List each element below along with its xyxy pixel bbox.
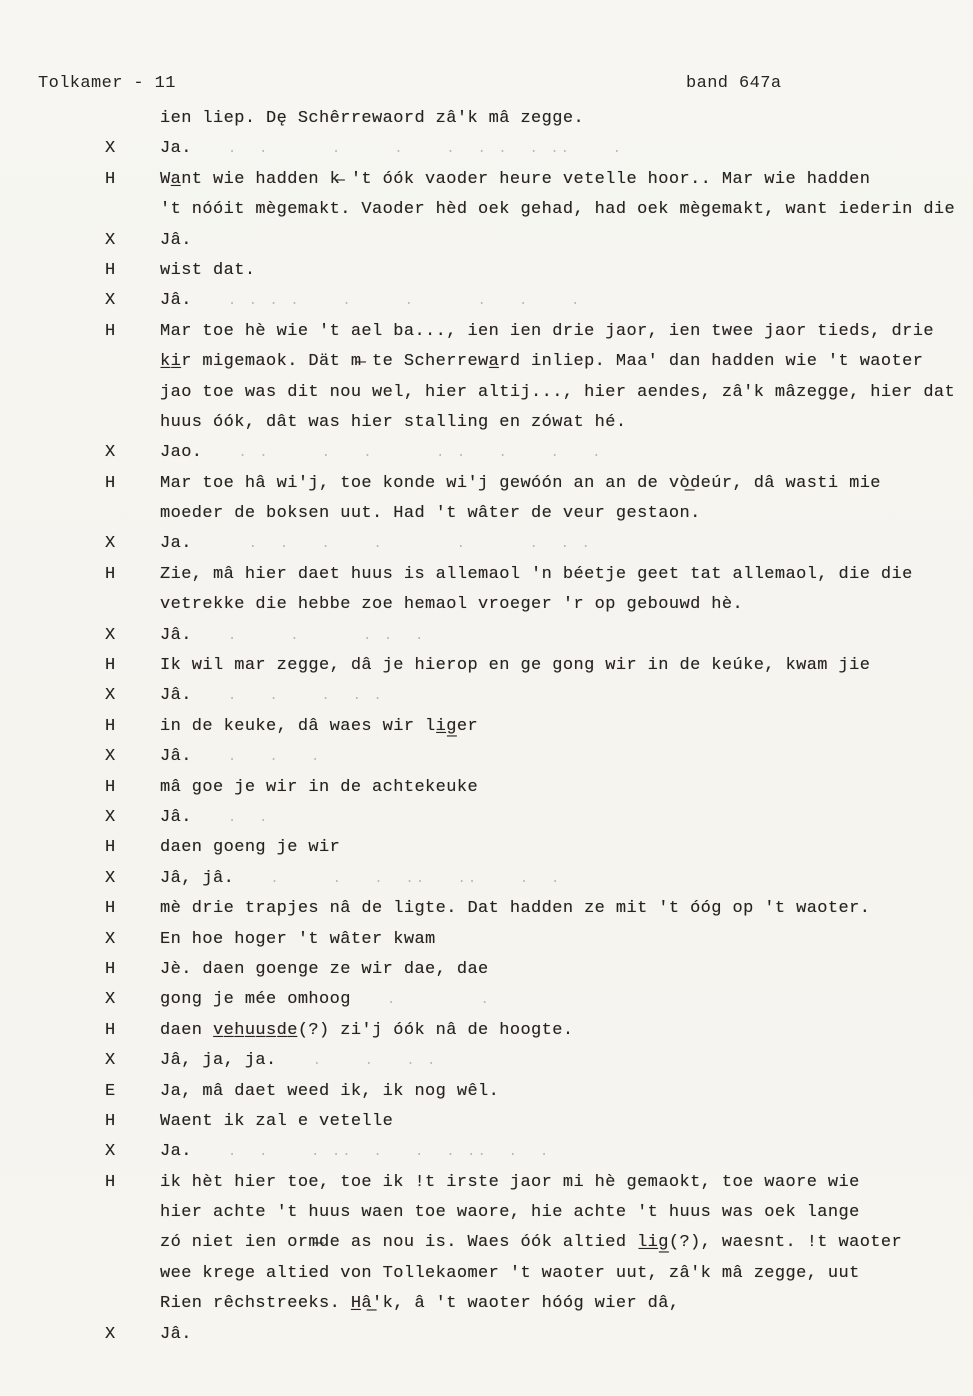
speaker-label: H [105, 1111, 116, 1131]
line-text: Jâ. [160, 807, 192, 827]
speaker-label [105, 1198, 160, 1228]
line-text: ik hèt hier toe, toe ik !t irste jaor mi hè gemaokt, toe waore wie [160, 1172, 860, 1192]
transcript-line [105, 1168, 965, 1198]
speaker-label: H [105, 716, 116, 736]
scan-noise-dots: . . [227, 809, 270, 826]
transcript-line [105, 438, 965, 468]
transcript-line [105, 712, 965, 742]
speaker-label: H [105, 169, 116, 189]
scan-noise-dots: . . . . . . . . . [227, 293, 582, 310]
line-text: vetrekke die hebbe zoe hemaol vroeger 'r op gebouwd hè. [160, 595, 744, 615]
transcript-line [105, 286, 965, 316]
line-text: hier achte 't huus waen toe waore, hie achte 't huus was oek lange [160, 1203, 860, 1223]
speaker-label: H [105, 260, 116, 280]
line-text: Jao. [160, 443, 203, 463]
line-text: Jâ. [160, 625, 192, 645]
scan-noise-dots: . . . . . . . . . [238, 445, 603, 462]
transcript-line [105, 803, 965, 833]
speaker-label: X [105, 443, 116, 463]
transcript-line [105, 195, 965, 225]
speaker-label [105, 104, 160, 134]
transcript-line [105, 1259, 965, 1289]
scan-noise-dots: . . . .. . . . .. . . [227, 1144, 551, 1161]
transcript-line [105, 560, 965, 590]
speaker-label: H [105, 1172, 116, 1192]
transcript-line [105, 955, 965, 985]
speaker-label: H [105, 473, 116, 493]
header-location-label: Tolkamer - 11 [38, 74, 176, 93]
line-text: Ja. [160, 139, 192, 159]
speaker-label: H [105, 777, 116, 797]
transcript-line [105, 256, 965, 286]
line-text: Jâ. [160, 230, 192, 250]
scan-noise-dots: . . . . . . . . [227, 536, 592, 553]
speaker-label [105, 195, 160, 225]
speaker-label: X [105, 929, 116, 949]
speaker-label: X [105, 291, 116, 311]
speaker-label: X [105, 534, 116, 554]
transcript-line [105, 894, 965, 924]
speaker-label [105, 347, 160, 377]
speaker-label: H [105, 564, 116, 584]
speaker-label [105, 590, 160, 620]
speaker-label: H [105, 838, 116, 858]
speaker-label: X [105, 990, 116, 1010]
speaker-label: H [105, 656, 116, 676]
line-text: gong je mée omhoog [160, 990, 351, 1010]
line-text: 't nóóit mègemakt. Vaoder hèd oek gehad, had oek mègemakt, want iederin die [160, 200, 956, 220]
transcript-line [105, 985, 965, 1015]
scan-noise-dots: . . . . . [227, 627, 426, 644]
line-text: jao toe was dit nou wel, hier altij..., hier aendes, zâ'k mâzegge, hier dat [160, 382, 956, 402]
line-text: Zie, mâ hier daet huus is allemaol 'n béetje geet tat allemaol, die die [160, 564, 913, 584]
line-text: Waent ik zal e vetelle [160, 1111, 394, 1131]
speaker-label: H [105, 1020, 116, 1040]
transcript-line [105, 134, 965, 164]
transcript-line [105, 1320, 965, 1350]
line-text: zó niet ien orm̶de as nou is. Waes óók altied l̲i̲g̲(?), waesnt. !t waoter [160, 1233, 903, 1253]
speaker-label: X [105, 1142, 116, 1162]
line-text: in de keuke, dâ waes wir li̲g̲er [160, 716, 479, 736]
transcript-line [105, 681, 965, 711]
speaker-label [105, 378, 160, 408]
transcript-line [105, 864, 965, 894]
scan-noise-dots: . . . . . [227, 688, 384, 705]
line-text: mè drie trapjes nâ de ligte. Dat hadden ze mit 't óóg op 't waoter. [160, 899, 871, 919]
transcript-line [105, 529, 965, 559]
line-text: Ja, mâ daet weed ik, ik nog wêl. [160, 1081, 500, 1101]
speaker-label [105, 499, 160, 529]
transcript-line [105, 378, 965, 408]
line-text: Jâ. [160, 747, 192, 767]
line-text: wee krege altied von Tollekaomer 't waoter uut, zâ'k mâ zegge, uut [160, 1263, 860, 1283]
speaker-label: X [105, 1051, 116, 1071]
line-text: Ja. [160, 1142, 192, 1162]
transcript-line [105, 317, 965, 347]
scan-noise-dots: . . . . [312, 1053, 438, 1070]
scan-noise-dots: . . . . . . . . .. . [227, 141, 624, 158]
transcript-line [105, 408, 965, 438]
header-band-label: band 647a [686, 74, 782, 93]
transcript-line [105, 226, 965, 256]
speaker-label: H [105, 899, 116, 919]
scan-noise-dots: . . [386, 992, 491, 1009]
transcript-line [105, 165, 965, 195]
line-text: Jâ, ja, ja. [160, 1051, 277, 1071]
speaker-label: X [105, 139, 116, 159]
transcript-line [105, 773, 965, 803]
speaker-label [105, 1228, 160, 1258]
transcript-line [105, 833, 965, 863]
transcript-body [105, 104, 965, 1350]
speaker-label [105, 1289, 160, 1319]
speaker-label: X [105, 686, 116, 706]
transcript-line [105, 651, 965, 681]
transcript-line [105, 925, 965, 955]
transcript-line [105, 104, 965, 134]
speaker-label: E [105, 1081, 116, 1101]
line-text: wist dat. [160, 260, 256, 280]
line-text: Wa̲nt wie hadden k̶ 't óók vaoder heure vetelle hoor.. Mar wie hadden [160, 169, 871, 189]
speaker-label: X [105, 868, 116, 888]
line-text: Ja. [160, 534, 192, 554]
speaker-label: X [105, 807, 116, 827]
transcript-line [105, 742, 965, 772]
transcript-line [105, 1228, 965, 1258]
line-text: Mar toe hè wie 't ael ba..., ien ien drie jaor, ien twee jaor tieds, drie [160, 321, 934, 341]
speaker-label: X [105, 1324, 116, 1344]
line-text: moeder de boksen uut. Had 't wâter de veur gestaon. [160, 504, 701, 524]
line-text: Jâ. [160, 291, 192, 311]
transcript-line [105, 1016, 965, 1046]
line-text: huus óók, dât was hier stalling en zówat hé. [160, 412, 627, 432]
speaker-label: X [105, 747, 116, 767]
line-text: k̲i̲r migemaok. Dät m̶ te Scherrewa̲rd inliep. Maa' dan hadden wie 't waoter [160, 352, 924, 372]
transcript-line [105, 1046, 965, 1076]
line-text: En hoe hoger 't wâter kwam [160, 929, 436, 949]
transcript-line [105, 1198, 965, 1228]
transcript-line [105, 1077, 965, 1107]
line-text: daen v̲e̲h̲u̲u̲s̲d̲e̲(?) zi'j óók nâ de hoogte. [160, 1020, 574, 1040]
line-text: Jâ. [160, 1324, 192, 1344]
transcript-line [105, 590, 965, 620]
transcript-line [105, 469, 965, 499]
line-text: Jè. daen goenge ze wir dae, dae [160, 959, 489, 979]
line-text: Ik wil mar zegge, dâ je hierop en ge gong wir in de keúke, kwam jie [160, 656, 871, 676]
speaker-label: X [105, 230, 116, 250]
line-text: Jâ. [160, 686, 192, 706]
transcript-line [105, 1137, 965, 1167]
transcript-line [105, 621, 965, 651]
scan-noise-dots: . . . .. .. . . [270, 870, 562, 887]
scan-noise-dots: . . . [227, 749, 322, 766]
transcript-line [105, 1289, 965, 1319]
transcript-line [105, 1107, 965, 1137]
line-text: mâ goe je wir in de achtekeuke [160, 777, 479, 797]
speaker-label: H [105, 959, 116, 979]
speaker-label [105, 1259, 160, 1289]
transcript-line [105, 347, 965, 377]
line-text: Rien rêchstreeks. H̲â̲'k, â 't waoter hóóg wier dâ, [160, 1294, 680, 1314]
line-text: daen goeng je wir [160, 838, 341, 858]
speaker-label: H [105, 321, 116, 341]
line-text: Jâ, jâ. [160, 868, 235, 888]
line-text: ien liep. Dę Schêrrewaord zâ'k mâ zegge. [160, 109, 585, 128]
transcript-line [105, 499, 965, 529]
line-text: Mar toe hâ wi'j, toe konde wi'j gewóón an an de vò̲deúr, dâ wasti mie [160, 473, 881, 493]
speaker-label [105, 408, 160, 438]
speaker-label: X [105, 625, 116, 645]
